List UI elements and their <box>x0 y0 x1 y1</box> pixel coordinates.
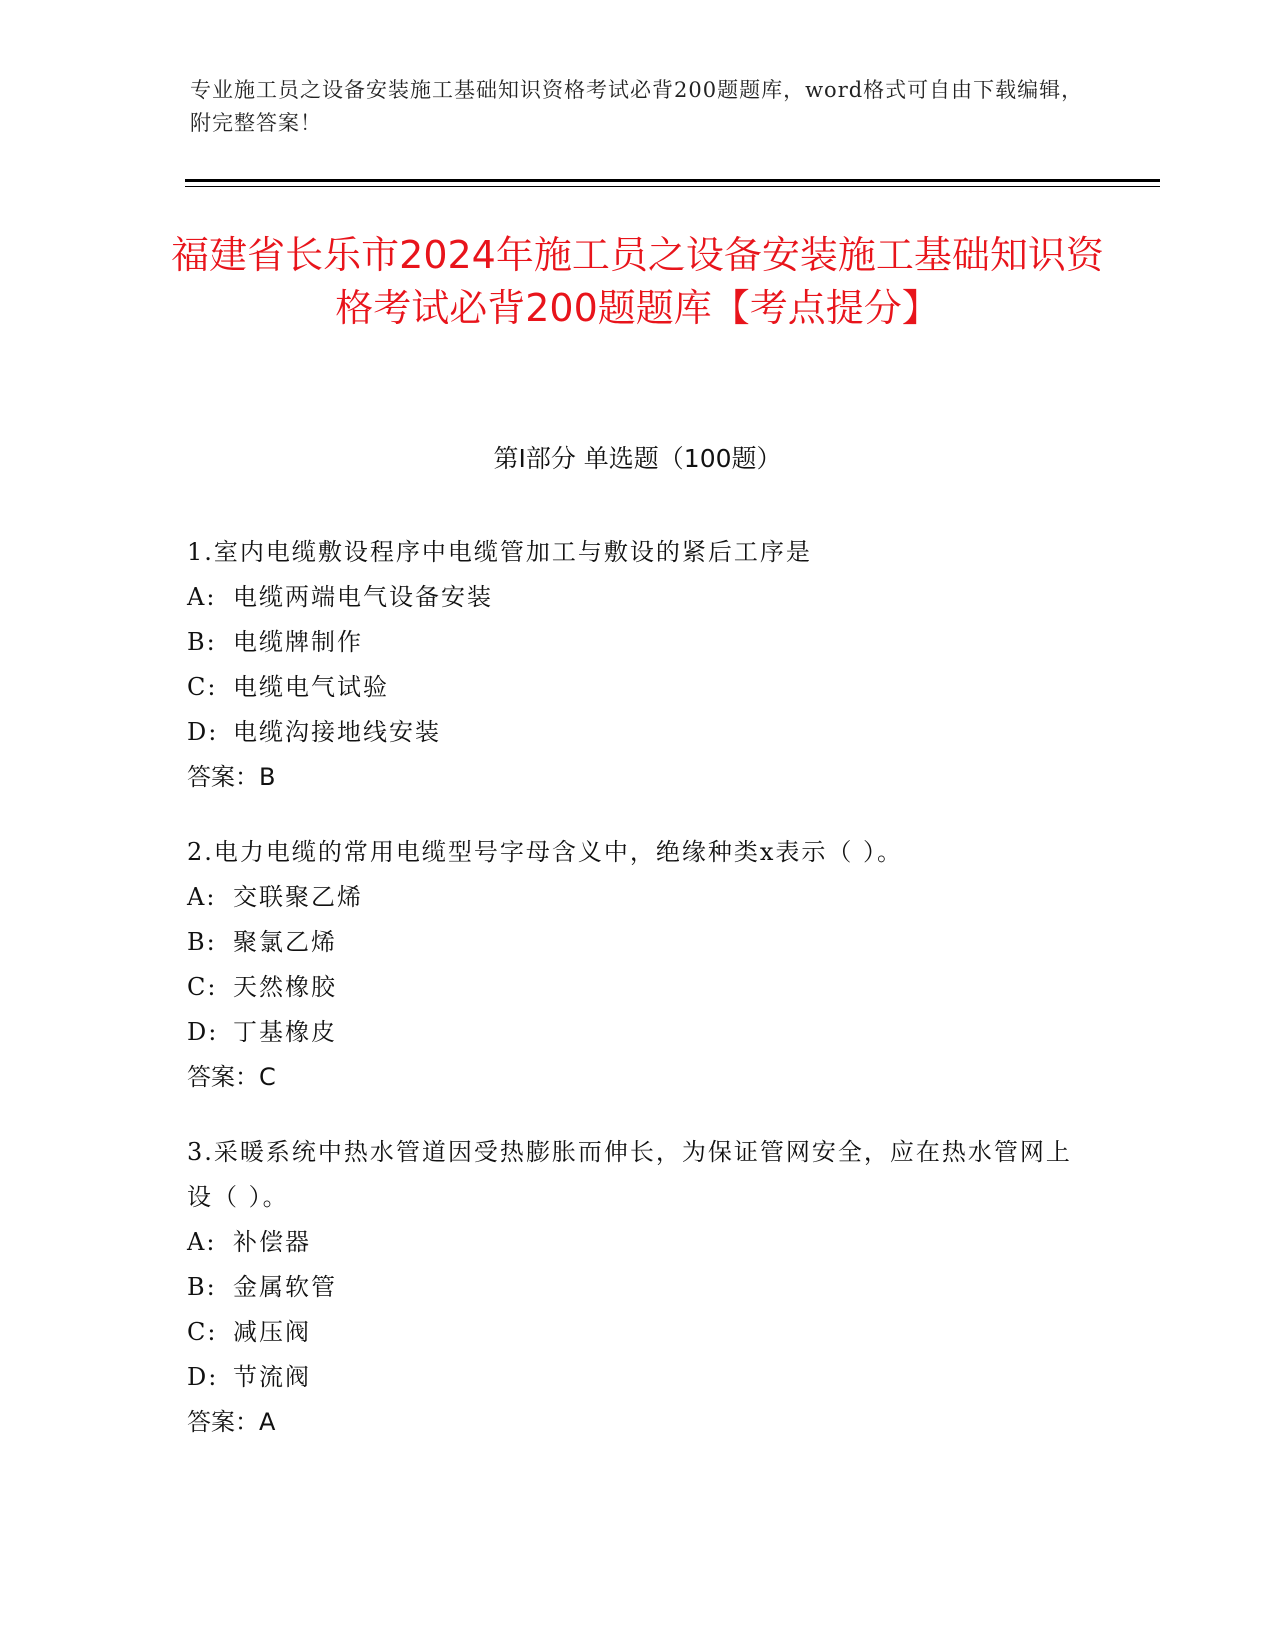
option-key: D: <box>187 718 219 746</box>
option-row <box>187 920 1087 965</box>
answer-line: 答案：B <box>187 763 276 791</box>
option-key: B: <box>187 628 217 656</box>
question-item <box>187 1130 1087 1445</box>
option-key: C: <box>187 1318 218 1346</box>
option-key: A: <box>187 883 217 911</box>
option-text: 金属软管 <box>233 1273 337 1301</box>
question-list <box>187 530 1087 1475</box>
option-text: 电缆沟接地线安装 <box>233 718 441 746</box>
question-stem: 3.采暖系统中热水管道因受热膨胀而伸长，为保证管网安全，应在热水管网上设（ ）。 <box>187 1138 1072 1211</box>
answer-line: 答案：C <box>187 1063 276 1091</box>
option-text: 天然橡胶 <box>233 973 337 1001</box>
option-text: 减压阀 <box>233 1318 311 1346</box>
option-key: A: <box>187 583 217 611</box>
section-heading: 第I部分 单选题（100题） <box>493 444 782 473</box>
option-key: C: <box>187 673 218 701</box>
option-row <box>187 1355 1087 1400</box>
option-key: D: <box>187 1018 219 1046</box>
option-row <box>187 1010 1087 1055</box>
option-row <box>187 1310 1087 1355</box>
question-stem: 1.室内电缆敷设程序中电缆管加工与敷设的紧后工序是 <box>187 538 812 566</box>
question-item <box>187 830 1087 1100</box>
answer-line: 答案：A <box>187 1408 276 1436</box>
option-row <box>187 875 1087 920</box>
option-text: 交联聚乙烯 <box>233 883 363 911</box>
option-row <box>187 965 1087 1010</box>
question-item <box>187 530 1087 800</box>
option-text: 补偿器 <box>233 1228 311 1256</box>
option-row <box>187 620 1087 665</box>
header-divider-thick <box>185 179 1160 182</box>
option-text: 聚氯乙烯 <box>233 928 337 956</box>
option-key: A: <box>187 1228 217 1256</box>
option-row <box>187 1220 1087 1265</box>
option-row <box>187 575 1087 620</box>
option-key: B: <box>187 1273 217 1301</box>
option-key: C: <box>187 973 218 1001</box>
option-text: 节流阀 <box>233 1363 311 1391</box>
header-note: 专业施工员之设备安装施工基础知识资格考试必背200题题库，word格式可自由下载编辑，附完整答案！ <box>190 78 1084 135</box>
option-key: B: <box>187 928 217 956</box>
header-divider-thin <box>185 186 1160 187</box>
option-text: 丁基橡皮 <box>233 1018 337 1046</box>
option-text: 电缆牌制作 <box>233 628 363 656</box>
option-row <box>187 710 1087 755</box>
option-text: 电缆两端电气设备安装 <box>233 583 493 611</box>
option-row <box>187 1265 1087 1310</box>
document-title: 福建省长乐市2024年施工员之设备安装施工基础知识资格考试必背200题题库【考点提分】 <box>171 233 1104 330</box>
question-stem: 2.电力电缆的常用电缆型号字母含义中，绝缘种类x表示（ ）。 <box>187 838 904 866</box>
option-key: D: <box>187 1363 219 1391</box>
option-text: 电缆电气试验 <box>233 673 389 701</box>
option-row <box>187 665 1087 710</box>
